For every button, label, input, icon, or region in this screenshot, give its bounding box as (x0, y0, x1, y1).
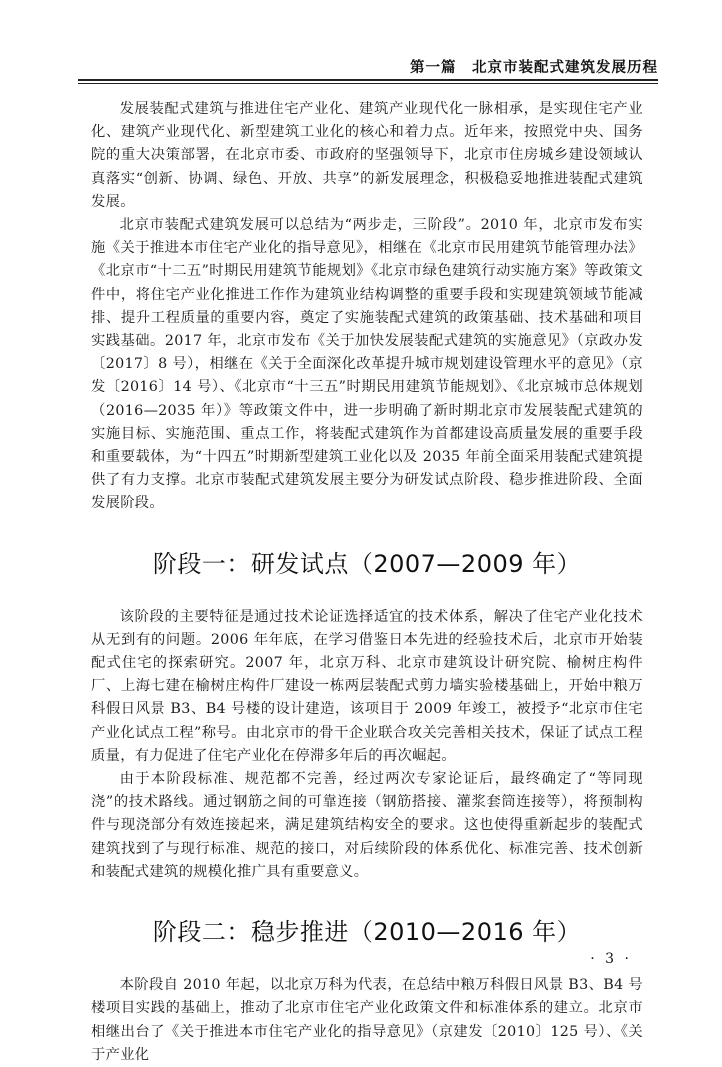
paragraph: 由于本阶段标准、规范都不完善，经过两次专家论证后，最终确定了“等同现浇”的技术路线。通过钢筋之间的可靠连接（钢筋搭接、灌浆套筒连接等），将预制构件与现浇部分有效连接起来，满足建筑结构安全的要求。这也使得重新起步的装配式建筑找到了与现行标准、规范的接口，对后续阶段的体系优化、标准完善、技术创新和装配式建筑的规模化推广具有重要意义。 (91, 771, 643, 880)
running-header: 第一篇 北京市装配式建筑发展历程 (410, 60, 658, 76)
page-number: · 3 · (590, 951, 632, 967)
header-rule (78, 83, 658, 84)
paragraph: 本阶段自 2010 年起，以北京万科为代表，在总结中粮万科假日风景 B3、B4 号楼项目实践的基础上，推动了北京市住宅产业化政策文件和标准体系的建立。北京市相继出台了《关于推进本市住宅产业化的指导意见》（京建发〔2010〕125 号）、《关于产业化 (91, 977, 643, 1063)
paragraph: 该阶段的主要特征是通过技术论证选择适宜的技术体系，解决了住宅产业化技术从无到有的问题。2006 年年底，在学习借鉴日本先进的经验技术后，北京市开始装配式住宅的探索研究。2007 年，北京万科、北京市建筑设计研究院、榆树庄构件厂、上海七建在榆树庄构件厂建设一栋两层装配式剪力墙实验楼基础上，开始中粮万科假日风景 B3、B4 号楼的设计建造，该项目于 2009 年竣工，被授予“北京市住宅产业化试点工程”称号。由北京市的骨干企业联合攻关完善相关技术，保证了试点工程质量，有力促进了住宅产业化在停滞多年后的再次崛起。 (91, 608, 643, 764)
section-heading: 阶段二：稳步推进（2010—2016 年） (152, 918, 582, 947)
paragraph: 北京市装配式建筑发展可以总结为“两步走，三阶段”。2010 年，北京市发布实施《关于推进本市住宅产业化的指导意见》，相继在《北京市民用建筑节能管理办法》《北京市“十二五”时期民用建筑节能规划》《北京市绿色建筑行动实施方案》等政策文件中，将住宅产业化推进工作作为建筑业结构调整的重要手段和实现建筑领域节能减排、提升工程质量的重要内容，奠定了实施装配式建筑的政策基础、技术基础和项目实践基础。2017 年，北京市发布《关于加快发展装配式建筑的实施意见》（京政办发〔2017〕8 号），相继在《关于全面深化改革提升城市规划建设管理水平的意见》（京发〔2016〕14 号）、《北京市“十三五”时期民用建筑节能规划》、《北京城市总体规划（2016—2035 年）》等政策文件中，进一步明确了新时期北京市发展装配式建筑的实施目标、实施范围、重点工作，将装配式建筑作为首都建设高质量发展的重要手段和重要载体，为“十四五”时期新型建筑工业化以及 2035 年前全面采用装配式建筑提供了有力支撑。北京市装配式建筑发展主要分为研发试点阶段、稳步推进阶段、全面发展阶段。 (91, 217, 643, 512)
paragraph: 发展装配式建筑与推进住宅产业化、建筑产业现代化一脉相承，是实现住宅产业化、建筑产业现代化、新型建筑工业化的核心和着力点。近年来，按照党中央、国务院的重大决策部署，在北京市委、市政府的坚强领导下，北京市住房城乡建设领域认真落实“创新、协调、绿色、开放、共享”的新发展理念，积极稳妥地推进装配式建筑发展。 (91, 101, 643, 210)
body-text (91, 86, 643, 1067)
section-body (91, 606, 643, 884)
intro-section (91, 98, 643, 516)
section-heading: 阶段一：研发试点（2007—2009 年） (152, 549, 582, 578)
header-rule (78, 79, 658, 81)
section-body (91, 974, 643, 1067)
